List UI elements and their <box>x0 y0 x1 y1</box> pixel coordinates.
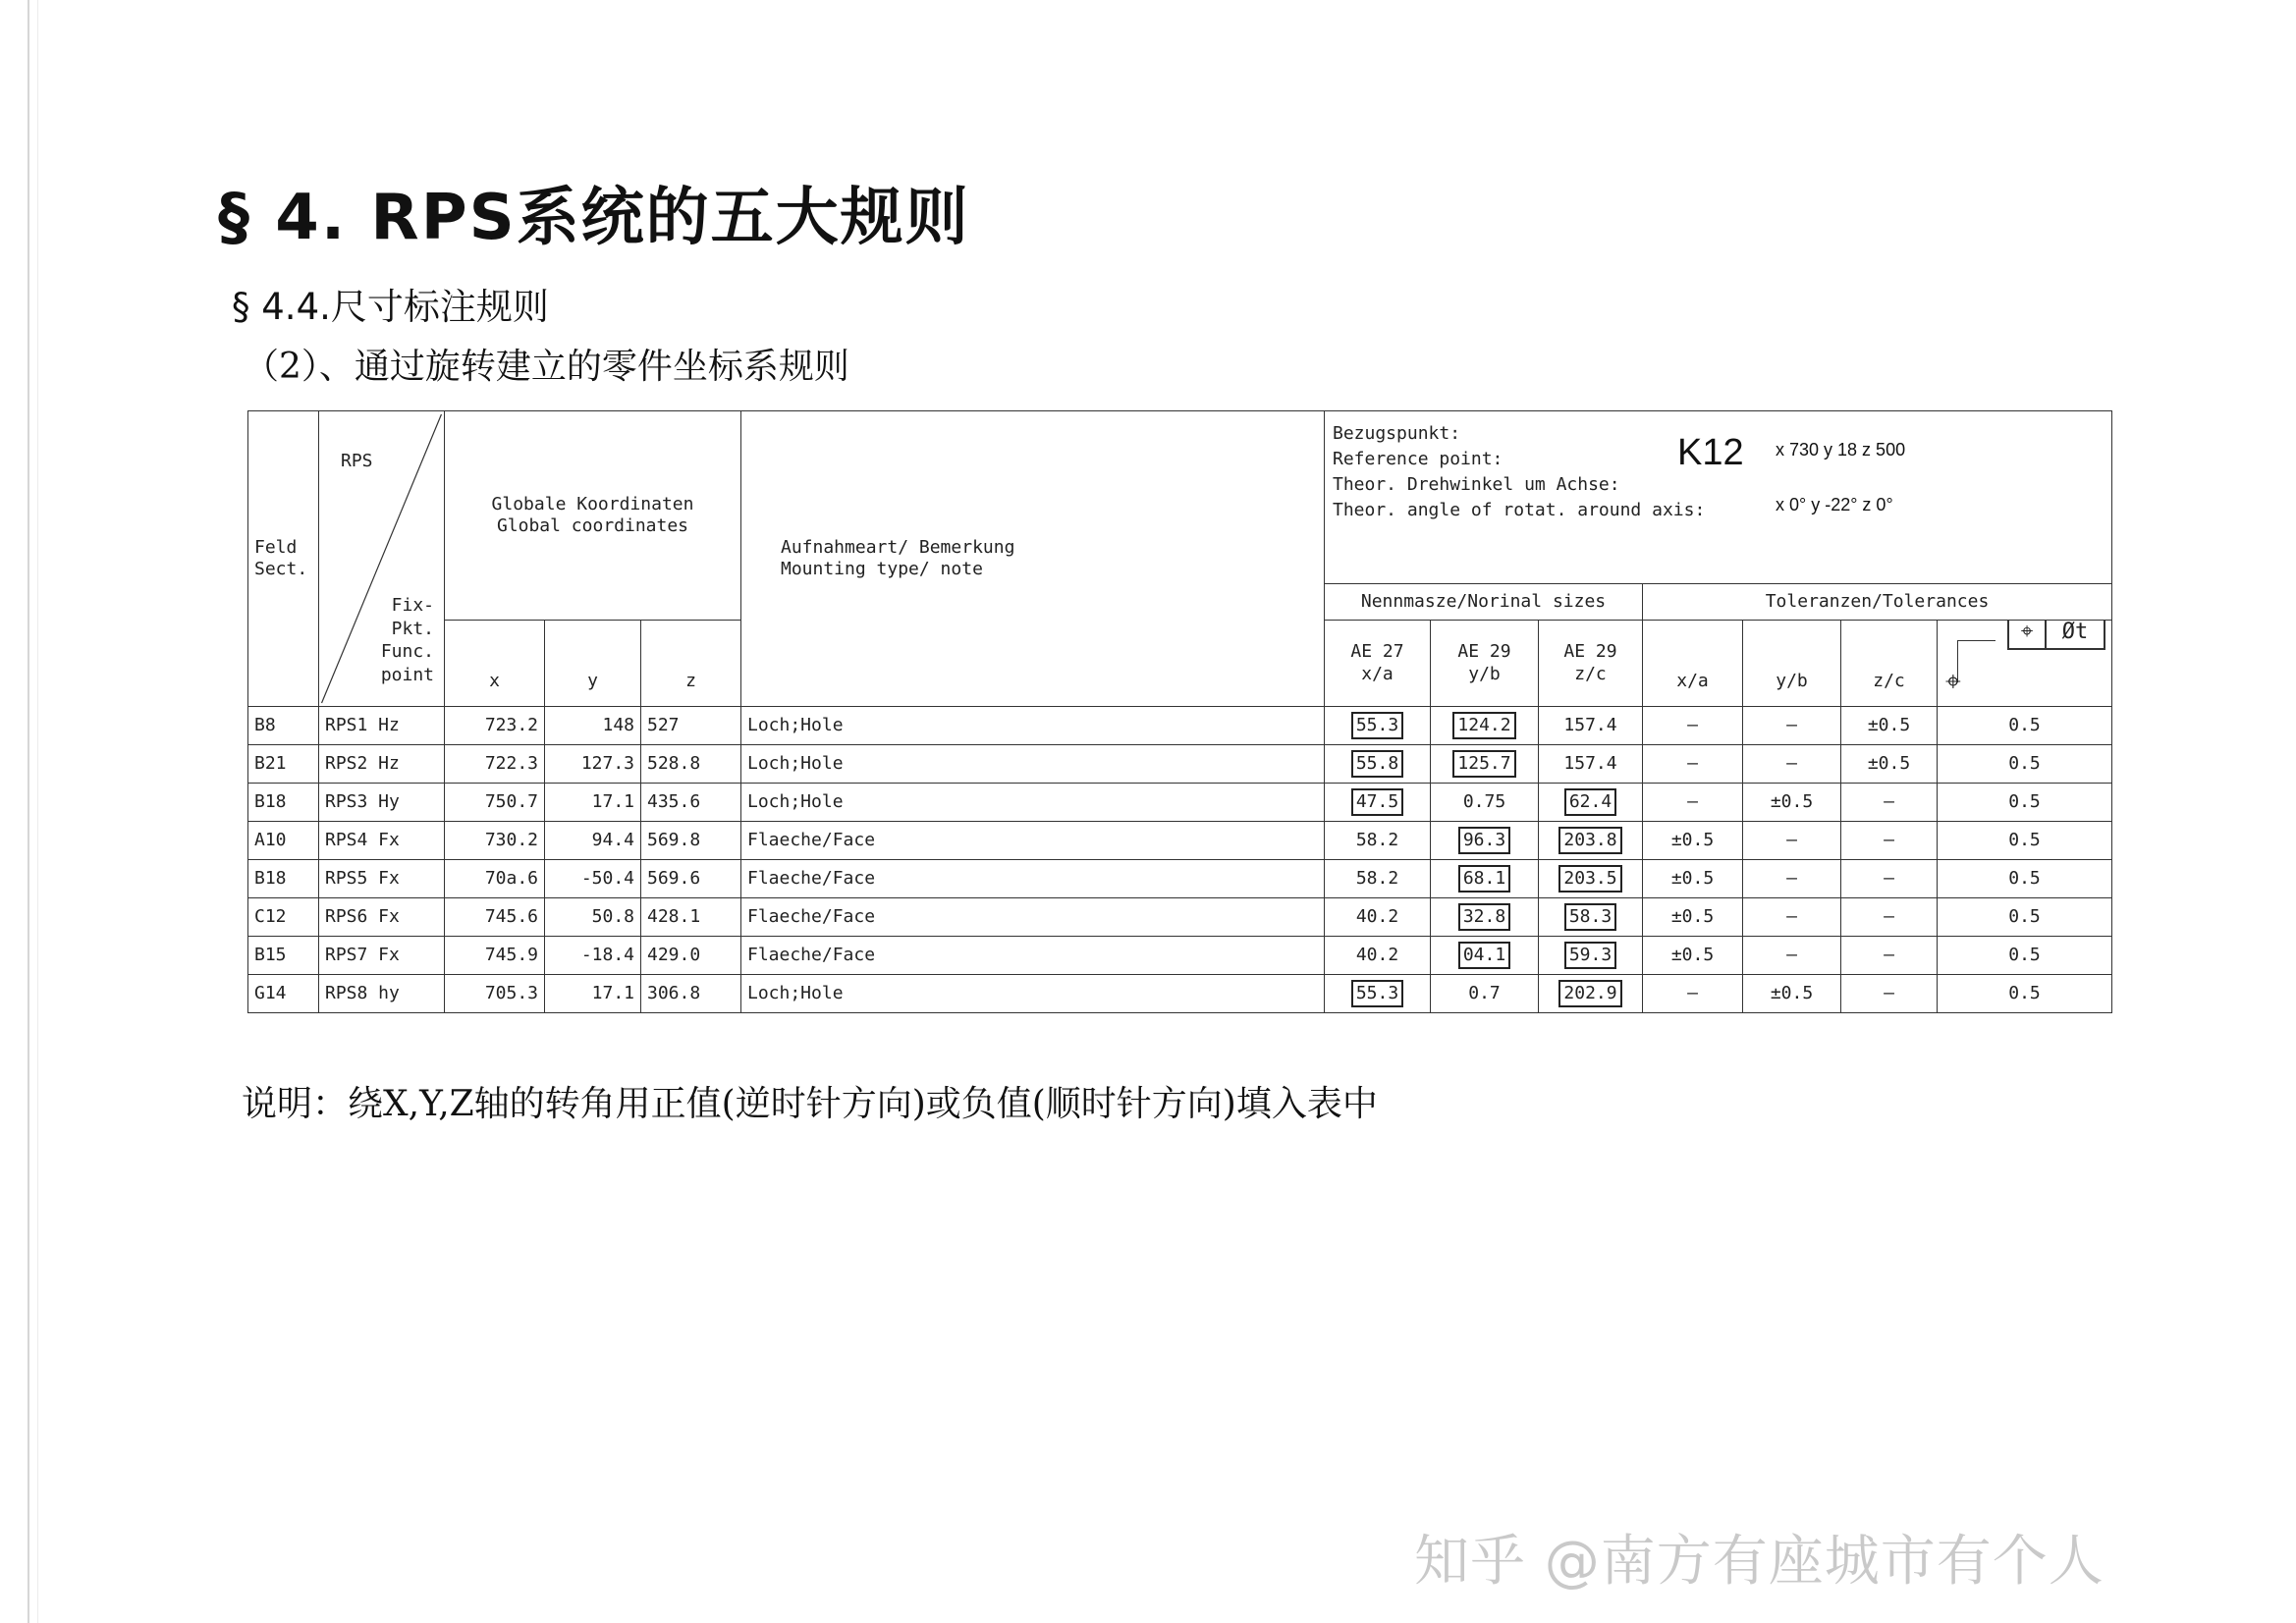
cell-tolerance-1-value: — <box>1687 790 1698 812</box>
cell-nominal-2-value: 04.1 <box>1458 942 1510 969</box>
cell-sect <box>248 898 319 937</box>
cell-tolerance-2-value: — <box>1786 752 1797 774</box>
cell-tolerance-2 <box>1743 745 1841 784</box>
cell-x <box>445 784 545 822</box>
cell-position-tolerance <box>1938 822 2112 860</box>
cell-tolerance-3 <box>1841 860 1938 898</box>
cell-nominal-1 <box>1325 937 1431 975</box>
cell-nominal-1-value: 55.3 <box>1351 980 1403 1007</box>
cell-mounting <box>741 898 1325 937</box>
cell-tolerance-1 <box>1643 898 1743 937</box>
cell-nominal-2 <box>1431 822 1539 860</box>
cell-x <box>445 937 545 975</box>
cell-sect-value: B18 <box>254 790 287 812</box>
cell-tolerance-3-value: ±0.5 <box>1867 752 1911 774</box>
cell-mounting <box>741 975 1325 1013</box>
cell-tolerance-2-value: ±0.5 <box>1770 790 1814 812</box>
cell-tolerance-1 <box>1643 822 1743 860</box>
fix-point-label: Fix- Pkt. Func. point <box>380 595 434 685</box>
table-row <box>248 784 2112 822</box>
rps-diagonal-header <box>319 411 445 707</box>
fcf-leader-line <box>1957 640 1995 682</box>
col-z-header: z <box>641 621 741 707</box>
scan-edge-shadow <box>37 0 38 1623</box>
cell-sect-value: G14 <box>254 982 287 1003</box>
cell-nominal-2 <box>1431 860 1539 898</box>
cell-x-value: 723.2 <box>484 714 538 735</box>
cell-z-value: 569.8 <box>647 829 701 850</box>
position-tolerance-header <box>1938 621 2112 707</box>
cell-nominal-3-value: 203.8 <box>1558 827 1621 854</box>
cell-x-value: 745.9 <box>484 944 538 965</box>
cell-nominal-3 <box>1539 784 1643 822</box>
cell-z <box>641 707 741 745</box>
cell-x-value: 745.6 <box>484 905 538 927</box>
cell-rps <box>319 937 445 975</box>
table-row <box>248 898 2112 937</box>
cell-z <box>641 784 741 822</box>
cell-tolerance-2 <box>1743 784 1841 822</box>
cell-nominal-2-value: 32.8 <box>1458 903 1510 931</box>
cell-mounting <box>741 937 1325 975</box>
cell-tolerance-1-value: — <box>1687 752 1698 774</box>
cell-position-tolerance-value: 0.5 <box>2008 829 2041 850</box>
cell-y <box>545 822 641 860</box>
cell-nominal-2-value: 125.7 <box>1452 750 1515 778</box>
cell-z-value: 428.1 <box>647 905 701 927</box>
cell-mounting <box>741 745 1325 784</box>
cell-position-tolerance <box>1938 898 2112 937</box>
cell-position-tolerance-value: 0.5 <box>2008 944 2041 965</box>
cell-tolerance-1-value: ±0.5 <box>1670 905 1715 927</box>
cell-tolerance-2 <box>1743 822 1841 860</box>
cell-mounting <box>741 784 1325 822</box>
feature-control-frame <box>1943 621 2105 706</box>
cell-z <box>641 860 741 898</box>
cell-rps-value: RPS7 Fx <box>325 944 400 965</box>
cell-y-value: 148 <box>602 714 634 735</box>
ref-label-2: Reference point: <box>1333 449 1503 469</box>
tolerance-col-1-header: x/a <box>1643 621 1743 707</box>
cell-rps <box>319 707 445 745</box>
cell-tolerance-3-value: — <box>1884 829 1894 850</box>
cell-tolerance-3 <box>1841 745 1938 784</box>
cell-tolerance-3-value: — <box>1884 944 1894 965</box>
table-body <box>248 707 2112 1013</box>
cell-x-value: 722.3 <box>484 752 538 774</box>
cell-nominal-1 <box>1325 975 1431 1013</box>
cell-mounting <box>741 822 1325 860</box>
tolerances-header: Toleranzen/Tolerances <box>1643 584 2112 621</box>
cell-z <box>641 822 741 860</box>
cell-nominal-3 <box>1539 898 1643 937</box>
cell-tolerance-2-value: — <box>1786 944 1797 965</box>
cell-mounting-value: Loch;Hole <box>747 752 844 774</box>
cell-x <box>445 975 545 1013</box>
cell-position-tolerance-value: 0.5 <box>2008 752 2041 774</box>
reference-point-value: K12 <box>1677 432 1744 473</box>
cell-x <box>445 898 545 937</box>
cell-y <box>545 975 641 1013</box>
cell-y-value: 17.1 <box>591 982 634 1003</box>
cell-x <box>445 822 545 860</box>
tolerance-col-3-header: z/c <box>1841 621 1938 707</box>
cell-position-tolerance-value: 0.5 <box>2008 867 2041 889</box>
table-row <box>248 822 2112 860</box>
reference-angles: x 0° y -22° z 0° <box>1776 495 1893 514</box>
cell-sect-value: B15 <box>254 944 287 965</box>
ref-label-4: Theor. angle of rotat. around axis: <box>1333 500 1706 520</box>
cell-nominal-1-value: 47.5 <box>1351 788 1403 816</box>
cell-rps <box>319 975 445 1013</box>
cell-x <box>445 745 545 784</box>
cell-mounting-value: Loch;Hole <box>747 790 844 812</box>
cell-tolerance-3 <box>1841 937 1938 975</box>
cell-y <box>545 898 641 937</box>
cell-x <box>445 707 545 745</box>
rps-label: RPS <box>341 451 373 471</box>
cell-z-value: 306.8 <box>647 982 701 1003</box>
cell-nominal-1-value: 55.8 <box>1351 750 1403 778</box>
cell-position-tolerance <box>1938 975 2112 1013</box>
cell-x-value: 730.2 <box>484 829 538 850</box>
cell-nominal-2 <box>1431 937 1539 975</box>
cell-tolerance-3-value: — <box>1884 905 1894 927</box>
cell-nominal-1-value: 40.2 <box>1355 944 1399 965</box>
cell-sect-value: B8 <box>254 714 276 735</box>
cell-tolerance-2-value: — <box>1786 867 1797 889</box>
cell-y <box>545 707 641 745</box>
cell-nominal-3-value: 62.4 <box>1564 788 1616 816</box>
cell-nominal-3-value: 157.4 <box>1563 714 1617 735</box>
cell-rps <box>319 784 445 822</box>
cell-tolerance-3 <box>1841 707 1938 745</box>
cell-z-value: 527 <box>647 714 680 735</box>
cell-nominal-1 <box>1325 860 1431 898</box>
cell-tolerance-1-value: — <box>1687 982 1698 1003</box>
ref-label-1: Bezugspunkt: <box>1333 423 1461 444</box>
cell-x <box>445 860 545 898</box>
cell-z <box>641 745 741 784</box>
cell-nominal-3 <box>1539 745 1643 784</box>
cell-z <box>641 937 741 975</box>
cell-tolerance-2-value: ±0.5 <box>1770 982 1814 1003</box>
cell-sect <box>248 822 319 860</box>
cell-position-tolerance-value: 0.5 <box>2008 982 2041 1003</box>
scan-edge <box>27 0 29 1623</box>
cell-nominal-3-value: 157.4 <box>1563 752 1617 774</box>
cell-z-value: 569.6 <box>647 867 701 889</box>
cell-sect-value: B21 <box>254 752 287 774</box>
col-x-header: x <box>445 621 545 707</box>
cell-tolerance-2-value: — <box>1786 829 1797 850</box>
cell-nominal-3 <box>1539 937 1643 975</box>
cell-y-value: -18.4 <box>580 944 634 965</box>
cell-nominal-3 <box>1539 860 1643 898</box>
cell-tolerance-2 <box>1743 975 1841 1013</box>
cell-tolerance-1 <box>1643 860 1743 898</box>
cell-x-value: 750.7 <box>484 790 538 812</box>
global-coordinates-header: Globale Koordinaten Global coordinates <box>445 411 741 621</box>
cell-tolerance-3-value: — <box>1884 867 1894 889</box>
cell-tolerance-2 <box>1743 898 1841 937</box>
cell-position-tolerance <box>1938 937 2112 975</box>
cell-tolerance-3 <box>1841 898 1938 937</box>
cell-position-tolerance <box>1938 707 2112 745</box>
cell-rps-value: RPS8 hy <box>325 982 400 1003</box>
cell-nominal-3-value: 202.9 <box>1558 980 1621 1007</box>
cell-sect-value: A10 <box>254 829 287 850</box>
cell-tolerance-1 <box>1643 707 1743 745</box>
cell-sect <box>248 784 319 822</box>
cell-y <box>545 784 641 822</box>
cell-position-tolerance-value: 0.5 <box>2008 714 2041 735</box>
table-row <box>248 937 2112 975</box>
cell-tolerance-3 <box>1841 784 1938 822</box>
cell-position-tolerance <box>1938 860 2112 898</box>
cell-mounting-value: Flaeche/Face <box>747 905 876 927</box>
cell-tolerance-2 <box>1743 707 1841 745</box>
cell-y-value: 127.3 <box>580 752 634 774</box>
cell-mounting-value: Flaeche/Face <box>747 829 876 850</box>
nominal-col-3-header: AE 29 z/c <box>1539 621 1643 707</box>
reference-coordinates: x 730 y 18 z 500 <box>1776 440 1906 460</box>
cell-rps <box>319 822 445 860</box>
cell-sect <box>248 707 319 745</box>
cell-nominal-3 <box>1539 822 1643 860</box>
note-text: 说明：绕X,Y,Z轴的转角用正值(逆时针方向)或负值(顺时针方向)填入表中 <box>242 1084 1378 1124</box>
cell-nominal-1-value: 58.2 <box>1355 867 1399 889</box>
cell-nominal-3-value: 58.3 <box>1564 903 1616 931</box>
cell-nominal-2 <box>1431 745 1539 784</box>
cell-tolerance-1 <box>1643 745 1743 784</box>
cell-z-value: 435.6 <box>647 790 701 812</box>
col-y-header: y <box>545 621 641 707</box>
cell-tolerance-1-value: — <box>1687 714 1698 735</box>
cell-mounting-value: Flaeche/Face <box>747 867 876 889</box>
cell-mounting-value: Loch;Hole <box>747 982 844 1003</box>
cell-sect-value: C12 <box>254 905 287 927</box>
cell-sect <box>248 975 319 1013</box>
cell-sect <box>248 937 319 975</box>
cell-nominal-2 <box>1431 898 1539 937</box>
cell-rps-value: RPS2 Hz <box>325 752 400 774</box>
fcf-frame <box>2007 621 2105 651</box>
cell-tolerance-2 <box>1743 860 1841 898</box>
cell-nominal-1 <box>1325 707 1431 745</box>
cell-tolerance-1-value: ±0.5 <box>1670 867 1715 889</box>
col-sect-header: Feld Sect. <box>248 411 319 707</box>
nominal-col-2-header: AE 29 y/b <box>1431 621 1539 707</box>
cell-tolerance-2 <box>1743 937 1841 975</box>
cell-tolerance-1 <box>1643 975 1743 1013</box>
cell-y-value: 17.1 <box>591 790 634 812</box>
cell-rps <box>319 898 445 937</box>
cell-rps-value: RPS5 Fx <box>325 867 400 889</box>
cell-tolerance-1-value: ±0.5 <box>1670 829 1715 850</box>
nominal-sizes-header: Nennmasze/Norinal sizes <box>1325 584 1643 621</box>
cell-y-value: 94.4 <box>591 829 634 850</box>
cell-tolerance-1 <box>1643 937 1743 975</box>
cell-nominal-3 <box>1539 975 1643 1013</box>
cell-nominal-1 <box>1325 745 1431 784</box>
cell-rps-value: RPS1 Hz <box>325 714 400 735</box>
cell-y <box>545 745 641 784</box>
cell-tolerance-3-value: — <box>1884 790 1894 812</box>
sub-title: （2）、通过旋转建立的零件坐标系规则 <box>244 347 849 387</box>
cell-z <box>641 975 741 1013</box>
cell-mounting <box>741 860 1325 898</box>
position-symbol-icon: ⌖ <box>2020 620 2034 645</box>
cell-tolerance-2-value: — <box>1786 714 1797 735</box>
table-row <box>248 707 2112 745</box>
nominal-col-1-header: AE 27 x/a <box>1325 621 1431 707</box>
cell-mounting-value: Loch;Hole <box>747 714 844 735</box>
cell-rps-value: RPS4 Fx <box>325 829 400 850</box>
table-row <box>248 860 2112 898</box>
cell-mounting <box>741 707 1325 745</box>
mounting-type-header: Aufnahmeart/ Bemerkung Mounting type/ note <box>741 411 1325 707</box>
cell-nominal-1-value: 58.2 <box>1355 829 1399 850</box>
cell-rps <box>319 745 445 784</box>
cell-nominal-2-value: 0.7 <box>1468 982 1501 1003</box>
cell-z <box>641 898 741 937</box>
cell-rps-value: RPS6 Fx <box>325 905 400 927</box>
table-row <box>248 745 2112 784</box>
ref-label-3: Theor. Drehwinkel um Achse: <box>1333 474 1620 495</box>
cell-y <box>545 860 641 898</box>
cell-sect-value: B18 <box>254 867 287 889</box>
cell-z-value: 528.8 <box>647 752 701 774</box>
cell-tolerance-3 <box>1841 975 1938 1013</box>
cell-sect <box>248 860 319 898</box>
cell-nominal-1-value: 55.3 <box>1351 712 1403 739</box>
diameter-tolerance-label: Øt <box>2045 621 2104 649</box>
section-title: § 4.4.尺寸标注规则 <box>232 286 549 328</box>
cell-tolerance-1-value: ±0.5 <box>1670 944 1715 965</box>
cell-position-tolerance-value: 0.5 <box>2008 790 2041 812</box>
cell-nominal-2-value: 68.1 <box>1458 865 1510 893</box>
cell-tolerance-3-value: ±0.5 <box>1867 714 1911 735</box>
watermark: 知乎 @南方有座城市有个人 <box>1414 1530 2105 1594</box>
cell-nominal-3-value: 203.5 <box>1558 865 1621 893</box>
page-title: § 4. RPS系统的五大规则 <box>218 182 970 254</box>
cell-y-value: -50.4 <box>580 867 634 889</box>
table-row <box>248 975 2112 1013</box>
position-symbol-icon: ⌖ <box>1945 665 1961 697</box>
cell-sect <box>248 745 319 784</box>
tolerance-col-2-header: y/b <box>1743 621 1841 707</box>
cell-position-tolerance <box>1938 745 2112 784</box>
cell-tolerance-3 <box>1841 822 1938 860</box>
cell-rps-value: RPS3 Hy <box>325 790 400 812</box>
cell-nominal-1-value: 40.2 <box>1355 905 1399 927</box>
cell-nominal-2-value: 124.2 <box>1452 712 1515 739</box>
cell-position-tolerance <box>1938 784 2112 822</box>
cell-tolerance-1 <box>1643 784 1743 822</box>
cell-nominal-2-value: 96.3 <box>1458 827 1510 854</box>
cell-nominal-2 <box>1431 784 1539 822</box>
cell-x-value: 70a.6 <box>484 867 538 889</box>
cell-nominal-2 <box>1431 975 1539 1013</box>
cell-mounting-value: Flaeche/Face <box>747 944 876 965</box>
cell-x-value: 705.3 <box>484 982 538 1003</box>
cell-nominal-2-value: 0.75 <box>1462 790 1506 812</box>
cell-z-value: 429.0 <box>647 944 701 965</box>
cell-tolerance-2-value: — <box>1786 905 1797 927</box>
cell-position-tolerance-value: 0.5 <box>2008 905 2041 927</box>
cell-nominal-1 <box>1325 822 1431 860</box>
cell-tolerance-3-value: — <box>1884 982 1894 1003</box>
cell-y <box>545 937 641 975</box>
cell-nominal-1 <box>1325 784 1431 822</box>
cell-nominal-2 <box>1431 707 1539 745</box>
cell-nominal-1 <box>1325 898 1431 937</box>
cell-y-value: 50.8 <box>591 905 634 927</box>
cell-nominal-3-value: 59.3 <box>1564 942 1616 969</box>
cell-nominal-3 <box>1539 707 1643 745</box>
cell-rps <box>319 860 445 898</box>
